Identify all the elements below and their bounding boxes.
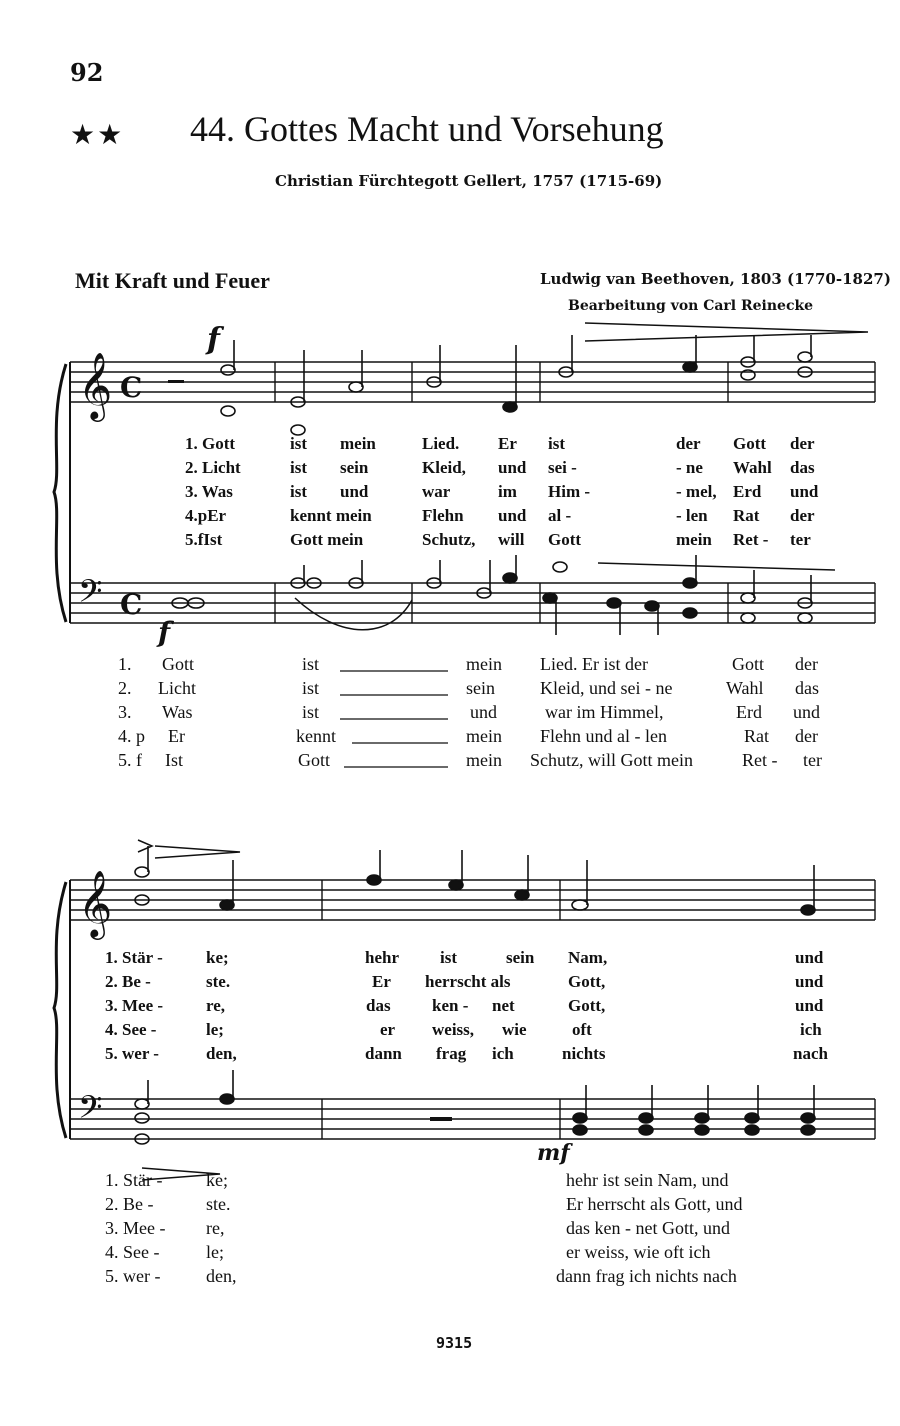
lyric: Ret - — [733, 530, 769, 549]
dynamic-mf: mf — [537, 1140, 570, 1166]
lyric: ken - — [432, 996, 469, 1015]
composer-credit: Ludwig van Beethoven, 1803 (1770-1827) — [540, 270, 891, 288]
lyric: Erd — [733, 482, 762, 501]
lyric: Gott mein — [290, 530, 364, 549]
lyric: al - — [548, 506, 572, 525]
lyric: ke; — [206, 948, 229, 967]
lyric: Wahl — [726, 678, 764, 698]
lyric: herrscht als — [425, 972, 511, 991]
lyric: Was — [162, 702, 193, 722]
lyric: und — [795, 996, 824, 1015]
lyric: der — [795, 726, 818, 746]
lyric: dann frag ich nichts nach — [556, 1266, 737, 1286]
lyric: 2. Licht — [185, 458, 241, 477]
lyric: Lied. Er ist der — [540, 654, 648, 674]
lyric: - ne — [676, 458, 703, 477]
lyric: das — [790, 458, 815, 477]
lyric: 2. Be - — [105, 972, 151, 991]
dynamic-f-bass: f — [158, 616, 171, 649]
bass-clef-icon-2: 𝄢 — [78, 1089, 103, 1133]
lyric: nach — [793, 1044, 828, 1063]
lyric: ist — [548, 434, 565, 453]
lyric: Schutz, — [422, 530, 476, 549]
lyric: und — [793, 702, 820, 722]
lyric: dann — [365, 1044, 402, 1063]
lyric: Ret - — [742, 750, 778, 770]
lyric: war — [422, 482, 451, 501]
lyric: le; — [206, 1242, 224, 1262]
lyric: 4.pEr — [185, 506, 227, 525]
lyric: hehr ist sein Nam, und — [566, 1170, 729, 1190]
lyric: sein — [466, 678, 495, 698]
lyric: das ken - net Gott, und — [566, 1218, 730, 1238]
lyric: Er — [168, 726, 185, 746]
lyric: 4. p — [118, 726, 145, 746]
treble-clef-icon: 𝄞 — [78, 351, 113, 419]
lyric: und — [790, 482, 819, 501]
lyric: Gott, — [568, 972, 606, 991]
lyric: Gott — [548, 530, 582, 549]
lyric: Flehn und al - len — [540, 726, 667, 746]
lyric: hehr — [365, 948, 399, 967]
svg-text:C: C — [120, 371, 143, 404]
hymn-title: 44. Gottes Macht und Vorsehung — [190, 109, 664, 149]
lyric: mein — [466, 654, 502, 674]
lyric: und — [795, 972, 824, 991]
lyric: Erd — [736, 702, 762, 722]
dynamic-f: f — [207, 322, 220, 357]
plate-number: 9315 — [436, 1334, 473, 1352]
poet-credit: Christian Fürchtegott Gellert, 1757 (1715-69) — [275, 172, 663, 190]
lyric: sein — [506, 948, 535, 967]
lyric: net — [492, 996, 515, 1015]
lyric: Gott — [732, 654, 765, 674]
lyric: Schutz, will Gott mein — [530, 750, 693, 770]
lyric: 3. — [118, 702, 132, 722]
lyric: Flehn — [422, 506, 464, 525]
lyric: 1. Gott — [185, 434, 236, 453]
lyric: will — [498, 530, 525, 549]
lyric: 5.fIst — [185, 530, 223, 549]
lyric: mein — [466, 726, 502, 746]
lyric: Lied. — [422, 434, 460, 453]
lyric: - len — [676, 506, 708, 525]
lyric: Nam, — [568, 948, 608, 967]
lyric: Kleid, und sei - ne — [540, 678, 673, 698]
lyric: 1. Stär - — [105, 1170, 163, 1190]
lyric: Licht — [158, 678, 196, 698]
lyric: Er — [372, 972, 391, 991]
lyric: den, — [206, 1266, 237, 1286]
tempo-marking: Mit Kraft und Feuer — [75, 268, 270, 293]
lyric: 1. Stär - — [105, 948, 163, 967]
lyric: sei - — [548, 458, 577, 477]
lyric: ist — [440, 948, 457, 967]
lyric: Gott — [162, 654, 195, 674]
lyric: der — [676, 434, 701, 453]
lyric: und — [340, 482, 369, 501]
lyric: 3. Mee - — [105, 1218, 166, 1238]
lyric: er weiss, wie oft ich — [566, 1242, 711, 1262]
lyric: ist — [302, 702, 320, 722]
lyric: 5. wer - — [105, 1266, 161, 1286]
lyric: Him - — [548, 482, 591, 501]
lyric: das — [795, 678, 819, 698]
lyric: 3. Was — [185, 482, 233, 501]
lyric: Er herrscht als Gott, und — [566, 1194, 743, 1214]
lyric: Wahl — [733, 458, 772, 477]
lyric: er — [380, 1020, 396, 1039]
lyric: und — [498, 506, 527, 525]
lyric: oft — [572, 1020, 592, 1039]
bass-clef-icon: 𝄢 — [78, 573, 103, 617]
lyric: ist — [302, 654, 320, 674]
svg-text:C: C — [120, 588, 143, 621]
lyric: und — [470, 702, 497, 722]
lyric: der — [790, 434, 815, 453]
lyric: Er — [498, 434, 517, 453]
lyric: ter — [790, 530, 811, 549]
lyric: mein — [466, 750, 502, 770]
lyric: ist — [290, 434, 307, 453]
treble-staff-1 — [70, 362, 875, 402]
lyric: den, — [206, 1044, 237, 1063]
lyric: Rat — [733, 506, 760, 525]
lyric: der — [795, 654, 818, 674]
lyric: war im Himmel, — [545, 702, 664, 722]
lyric: re, — [206, 1218, 225, 1238]
lyric: Gott — [733, 434, 767, 453]
difficulty-stars: ★★ — [70, 118, 125, 151]
lyric: ich — [800, 1020, 822, 1039]
page-number: 92 — [70, 58, 104, 87]
lyric: 2. Be - — [105, 1194, 154, 1214]
lyric: und — [498, 458, 527, 477]
lyric: wie — [502, 1020, 527, 1039]
lyric: und — [795, 948, 824, 967]
lyric: ter — [803, 750, 822, 770]
lyric: 3. Mee - — [105, 996, 164, 1015]
lyric: frag — [436, 1044, 467, 1063]
treble-clef-icon-2: 𝄞 — [78, 869, 113, 937]
lyric: Rat — [744, 726, 769, 746]
lyric: 4. See - — [105, 1020, 157, 1039]
lyric: 5. f — [118, 750, 142, 770]
lyric: kennt mein — [290, 506, 372, 525]
lyric: sein — [340, 458, 369, 477]
lyric: mein — [676, 530, 712, 549]
lyric: kennt — [296, 726, 336, 746]
lyric: das — [366, 996, 391, 1015]
lyric: mein — [340, 434, 376, 453]
lyric: re, — [206, 996, 226, 1015]
lyric: - mel, — [676, 482, 717, 501]
lyric: ke; — [206, 1170, 228, 1190]
lyric: 4. See - — [105, 1242, 160, 1262]
arranger-credit: Bearbeitung von Carl Reinecke — [568, 298, 814, 314]
lyric: ist — [302, 678, 320, 698]
lyric: im — [498, 482, 517, 501]
treble-staff-2 — [70, 880, 875, 920]
lyric: Kleid, — [422, 458, 466, 477]
lyric: le; — [206, 1020, 224, 1039]
lyric: weiss, — [432, 1020, 475, 1039]
lyric: 5. wer - — [105, 1044, 159, 1063]
lyric: ist — [290, 458, 307, 477]
lyric: ste. — [206, 1194, 231, 1214]
lyric: ste. — [206, 972, 231, 991]
lyric: Ist — [165, 750, 183, 770]
lyric: ich — [492, 1044, 514, 1063]
lyric: Gott, — [568, 996, 606, 1015]
lyric: ist — [290, 482, 307, 501]
lyric: der — [790, 506, 815, 525]
lyric: nichts — [562, 1044, 606, 1063]
lyric: 2. — [118, 678, 132, 698]
lyric: Gott — [298, 750, 331, 770]
lyric: 1. — [118, 654, 132, 674]
